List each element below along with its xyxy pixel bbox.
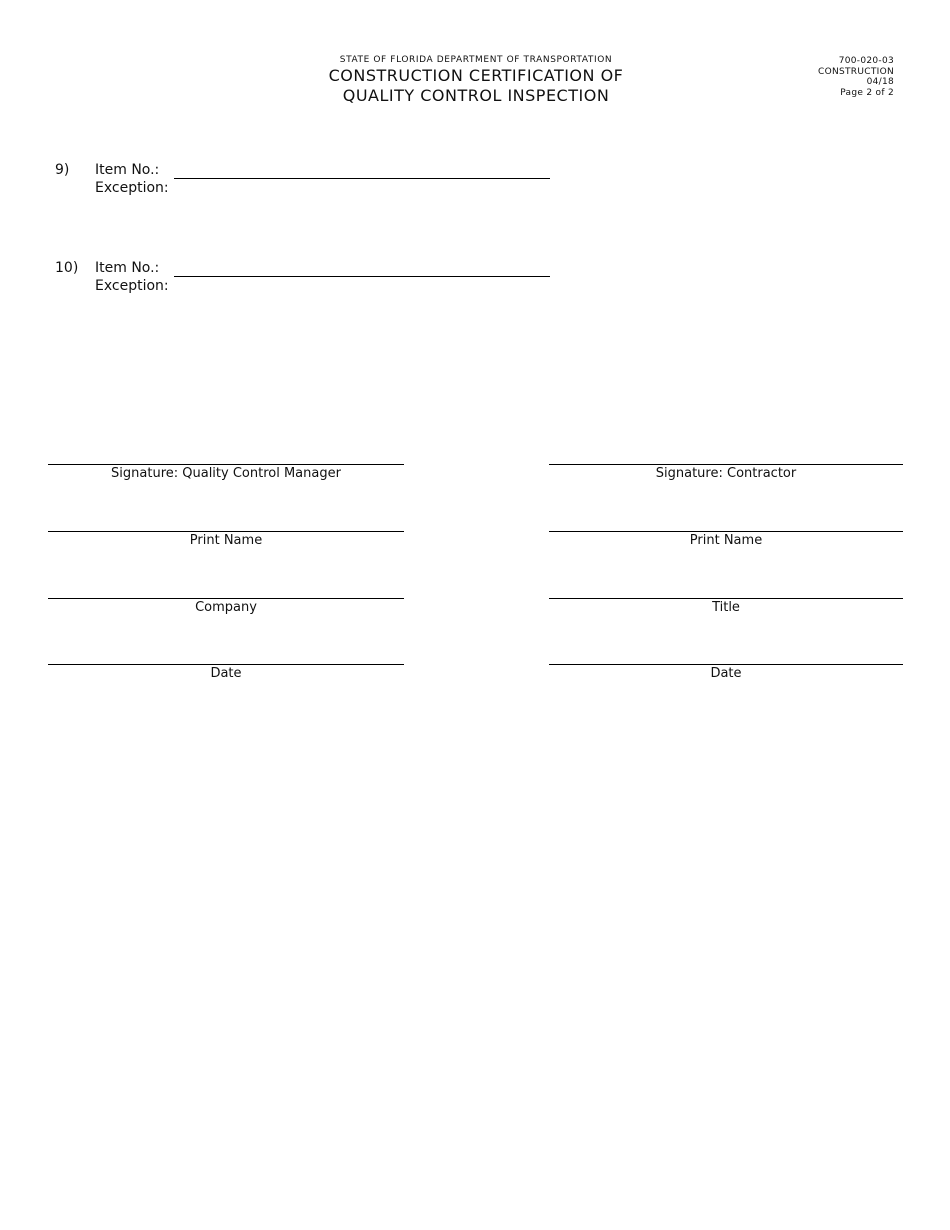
- item-no-field[interactable]: [174, 178, 550, 179]
- item-number: 9): [55, 162, 70, 178]
- qc-company-field[interactable]: [48, 598, 404, 622]
- qc-print-name-field[interactable]: [48, 531, 404, 555]
- form-info: [818, 56, 894, 98]
- form-division: CONSTRUCTION: [817, 66, 894, 77]
- signature-caption: Signature: Contractor: [655, 466, 797, 481]
- exception-label: Exception:: [95, 278, 169, 294]
- form-number: 700-020-03: [838, 56, 894, 66]
- print-name-caption: Print Name: [689, 533, 763, 548]
- form-revision: 04/18: [866, 77, 894, 87]
- contractor-title-field[interactable]: [549, 598, 903, 622]
- item-number: 10): [55, 260, 79, 276]
- qc-date-field[interactable]: [48, 664, 404, 688]
- contractor-signature-field[interactable]: [549, 464, 903, 488]
- form-header: [250, 54, 702, 106]
- item-no-field[interactable]: [174, 276, 550, 277]
- date-caption: Date: [710, 666, 742, 681]
- print-name-caption: Print Name: [189, 533, 263, 548]
- item-no-label: Item No.:: [95, 162, 160, 178]
- company-caption: Company: [195, 600, 257, 615]
- date-caption: Date: [210, 666, 242, 681]
- form-title-line-1: CONSTRUCTION CERTIFICATION OF: [328, 66, 624, 85]
- form-title-line-2: QUALITY CONTROL INSPECTION: [342, 86, 610, 105]
- page-number: Page 2 of 2: [840, 87, 894, 98]
- agency-name: STATE OF FLORIDA DEPARTMENT OF TRANSPORTATION: [339, 55, 613, 65]
- exception-label: Exception:: [95, 180, 169, 196]
- exception-item-10: [55, 259, 555, 299]
- title-caption: Title: [712, 600, 740, 615]
- signature-caption: Signature: Quality Control Manager: [111, 466, 341, 481]
- exception-item-9: [55, 161, 555, 201]
- contractor-print-name-field[interactable]: [549, 531, 903, 555]
- qc-manager-signature-field[interactable]: [48, 464, 404, 488]
- item-no-label: Item No.:: [95, 260, 160, 276]
- contractor-date-field[interactable]: [549, 664, 903, 688]
